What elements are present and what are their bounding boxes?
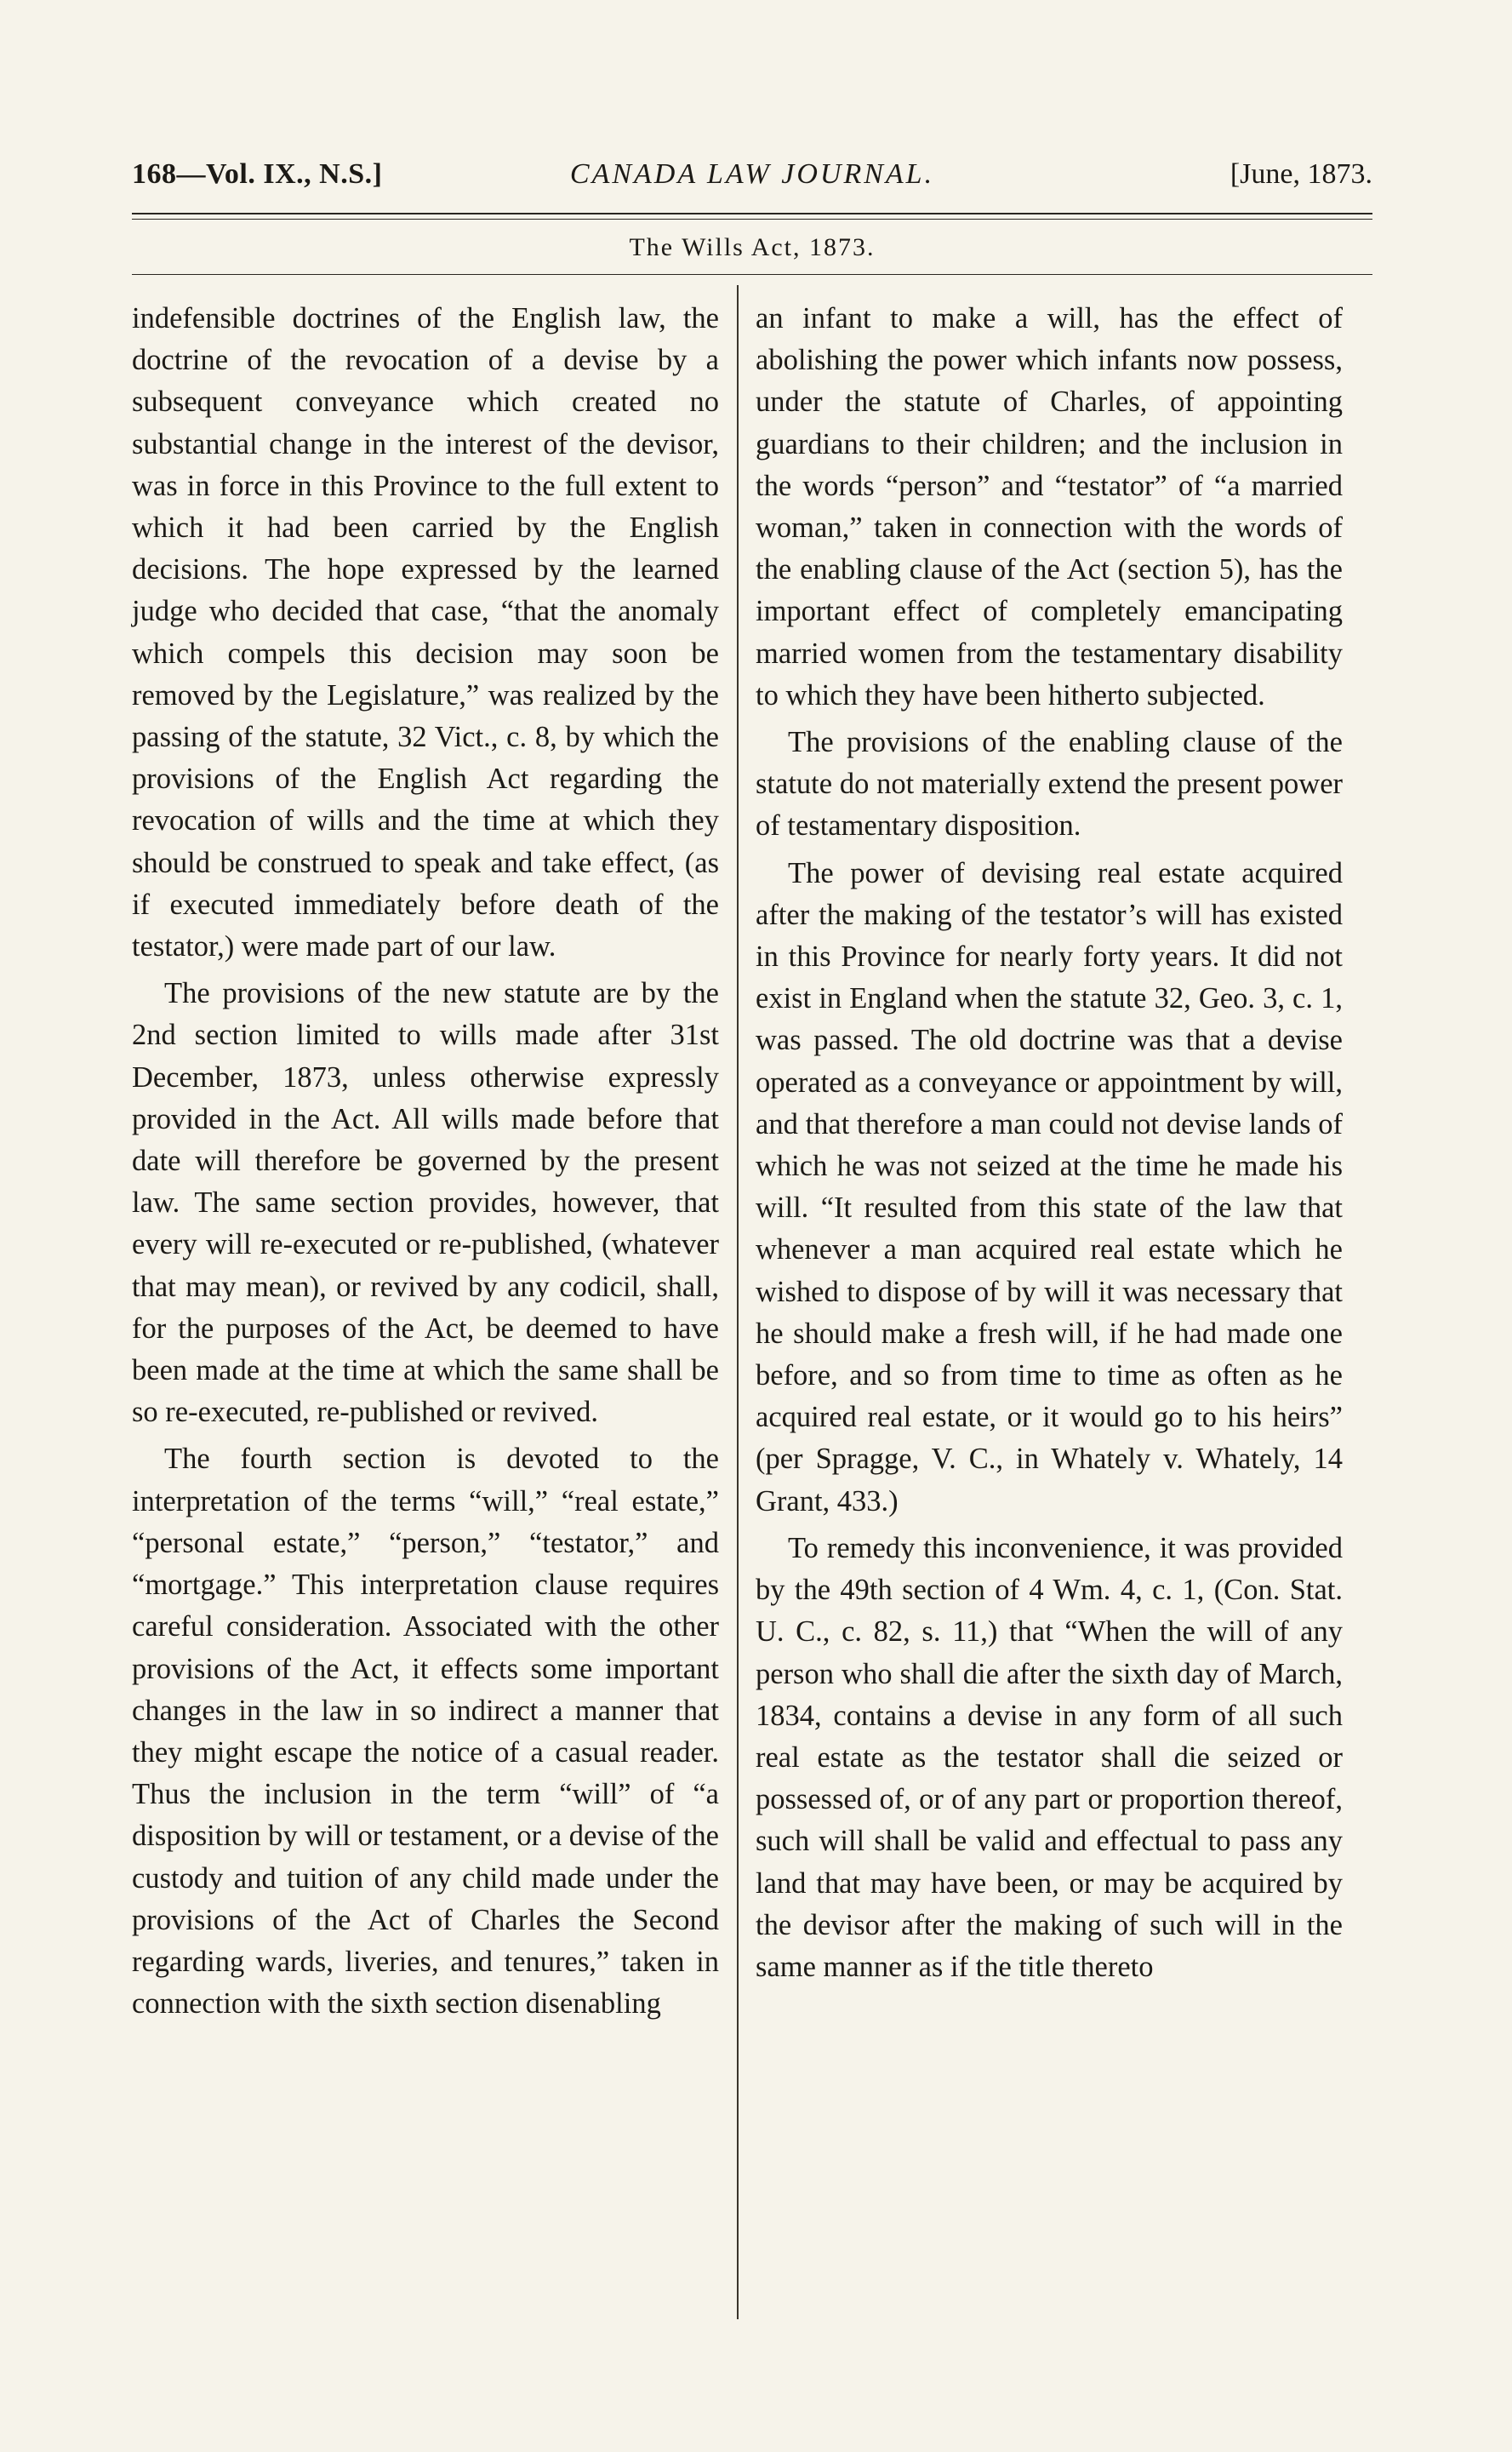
paragraph: The power of devising real estate acquired after the making of the testator’s will has existed in this Province for nearly forty years. It did not exist in England when the statute 32, Geo. 3, c. 1, was passed. The old doctrine was that a devise operated as a conveyance or appointment by will, and that therefore a man could not devise lands of which he was not seized at the time he made his will. “It resulted from this state of the law that whenever a man acquired real estate which he wished to dispose of by will it was necessary that he should make a fresh will, if he had made one before, and so from time to time as often as he acquired real estate, or it would go to his heirs” (per Spragge, V. C., in Whately v. Whately, 14 Grant, 433.): [756, 856, 1343, 1517]
paragraph: indefensible doctrines of the English law, the doctrine of the revocation of a devise by a subsequent conveyance which created no substantial change in the interest of the devisor, was in force in this Province to the full extent to which it had been carried by the English decisions. The hope expressed by the learned judge who decided that case, “that the anomaly which compels this decision may soon be removed by the Legislature,” was realized by the passing of the statute, 32 Vict., c. 8, by which the provisions of the English Act regarding the revocation of wills and the time at which they should be construed to speak and take effect, (as if executed immediately before death of the testator,) were made part of our law.: [132, 302, 719, 963]
paragraph: The provisions of the new statute are by the 2nd section limited to wills made after 31st December, 1873, unless otherwise expressly provided in the Act. All wills made before that date will therefore be governed by the present law. The same section provides, however, that every will re-executed or re-published, (whatever that may mean), or revived by any codicil, shall, for the purposes of the Act, be deemed to have been made at the time at which the same shall be so re-executed, re-published or revived.: [132, 977, 719, 1429]
page-volume-label: 168—Vol. IX., N.S.]: [132, 158, 383, 190]
left-column: [132, 298, 719, 2025]
section-title: The Wills Act, 1873.: [629, 233, 876, 261]
paragraph: To remedy this inconvenience, it was provided by the 49th section of 4 Wm. 4, c. 1, (Con. Stat. U. C., c. 82, s. 11,) that “When the will of any person who shall die after the sixth day of March, 1834, contains a devise in any form of all such real estate as the testator shall die seized or possessed of, or of any part or proportion thereof, such will shall be valid and effectual to pass any land that may have been, or may be acquired by the devisor after the making of such will in the same manner as if the title thereto: [756, 1531, 1343, 1983]
header-rule-thin: [132, 219, 1372, 220]
running-header: [132, 153, 1372, 196]
section-title-rule: [132, 274, 1372, 275]
column-divider: [737, 285, 739, 2319]
journal-title: CANADA LAW JOURNAL.: [569, 158, 935, 190]
issue-date: [June, 1873.: [1230, 158, 1372, 190]
paragraph: The fourth section is devoted to the interpretation of the terms “will,” “real estate,” “personal estate,” “person,” “testator,” and “mortgage.” This interpretation clause requires careful consideration. Associated with the other provisions of the Act, it effects some important changes in the law in so indirect a manner that they might escape the notice of a casual reader. Thus the inclusion in the term “will” of “a disposition by will or testament, or a devise of the custody and tuition of any child made under the provisions of the Act of Charles the Second regarding wards, liveries, and tenures,” taken in connection with the sixth section disenabling: [132, 1443, 719, 2020]
paragraph: an infant to make a will, has the effect of abolishing the power which infants now possess, under the statute of Charles, of appointing guardians to their children; and the inclusion in the words “person” and “testator” of “a married woman,” taken in connection with the words of the enabling clause of the Act (section 5), has the important effect of completely emancipating married women from the testamentary disability to which they have been hitherto subjected.: [756, 302, 1343, 712]
paragraph: The provisions of the enabling clause of the statute do not materially extend the present power of testamentary disposition.: [756, 726, 1343, 843]
right-column: [756, 298, 1343, 1988]
header-rule-thick: [132, 213, 1372, 214]
